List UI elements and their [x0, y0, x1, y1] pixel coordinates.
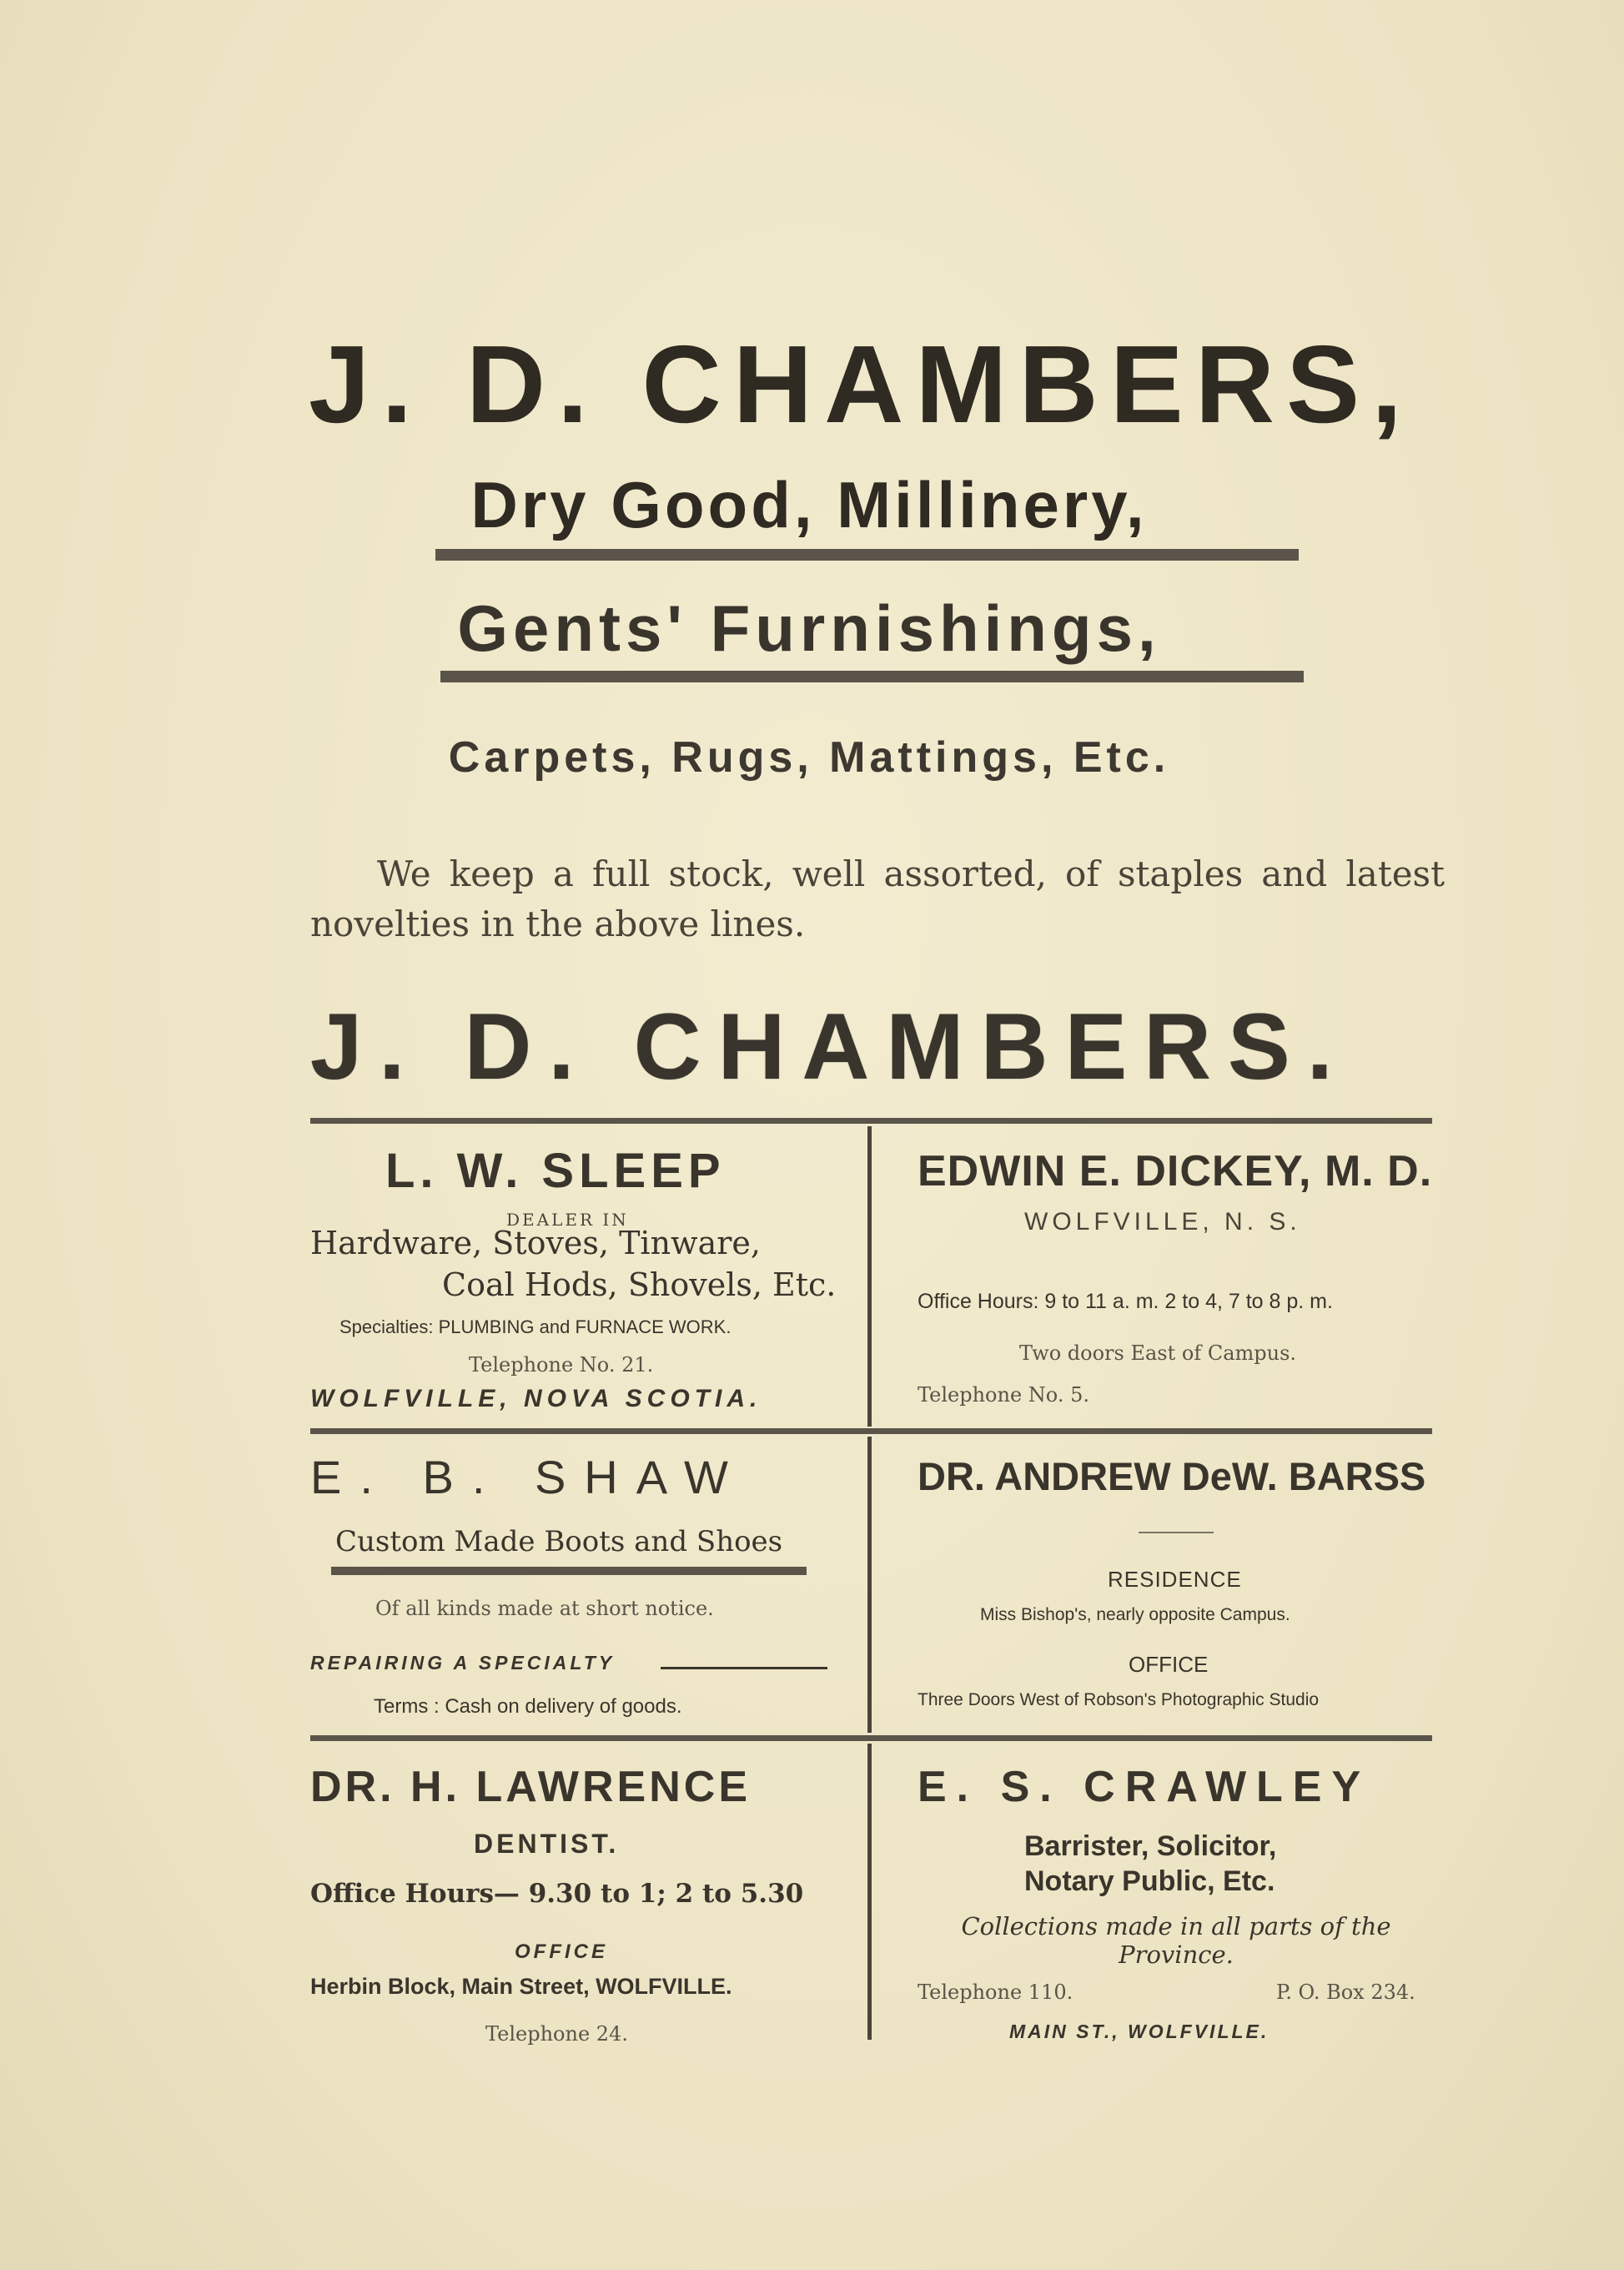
dickey-name: EDWIN E. DICKEY, M. D. [918, 1147, 1433, 1195]
sleep-telephone: Telephone No. 21. [469, 1353, 654, 1377]
crawley-pobox: P. O. Box 234. [1276, 1981, 1415, 2004]
crawley-line2: Notary Public, Etc. [1024, 1865, 1275, 1897]
shaw-line1: Custom Made Boots and Shoes [335, 1525, 783, 1558]
rule-1 [435, 549, 1299, 561]
ad-barss [918, 1443, 1435, 1727]
grid-divider-2 [867, 1437, 872, 1733]
lawrence-profession: DENTIST. [474, 1829, 620, 1859]
ad-shaw [310, 1443, 836, 1727]
lawrence-name: DR. H. LAWRENCE [310, 1763, 751, 1811]
shaw-name: E. B. SHAW [310, 1451, 747, 1503]
line-carpets: Carpets, Rugs, Mattings, Etc. [448, 733, 1170, 782]
barss-office-label: OFFICE [1129, 1652, 1209, 1677]
crawley-line1: Barrister, Solicitor, [1024, 1830, 1277, 1862]
shaw-rule [331, 1567, 807, 1575]
shaw-repairing: REPAIRING A SPECIALTY [310, 1652, 616, 1674]
crawley-name: E. S. CRAWLEY [918, 1763, 1371, 1811]
signature-title: J. D. CHAMBERS. [310, 994, 1350, 1099]
dickey-hours: Office Hours: 9 to 11 a. m. 2 to 4, 7 to 8 p. m. [918, 1290, 1333, 1313]
crawley-telephone: Telephone 110. [918, 1981, 1073, 2004]
ad-crawley [918, 1752, 1435, 2052]
shaw-terms: Terms : Cash on delivery of goods. [374, 1695, 682, 1718]
ad-sleep [310, 1135, 836, 1418]
barss-residence: Miss Bishop's, nearly opposite Campus. [980, 1605, 1290, 1624]
grid-divider-1 [867, 1126, 872, 1427]
main-title: J. D. CHAMBERS, [309, 323, 1414, 445]
rule-2 [440, 671, 1304, 682]
grid-divider-3 [867, 1744, 872, 2040]
barss-name: DR. ANDREW DeW. BARSS [918, 1454, 1426, 1498]
crawley-collections: Collections made in all parts of the Province. [961, 1912, 1391, 1969]
barss-office: Three Doors West of Robson's Photographic Studio [918, 1690, 1320, 1709]
barss-residence-label: RESIDENCE [1108, 1567, 1242, 1592]
line-dry-goods: Dry Good, Millinery, [470, 468, 1148, 541]
dickey-address: Two doors East of Campus. [1019, 1341, 1297, 1365]
ad-dickey [918, 1135, 1435, 1418]
grid-rule-middle-2 [310, 1735, 1432, 1741]
sleep-specialties: Specialties: PLUMBING and FURNACE WORK. [339, 1316, 732, 1337]
lawrence-office-label: OFFICE [515, 1940, 608, 1963]
shaw-line2: Of all kinds made at short notice. [375, 1597, 714, 1620]
crawley-street: MAIN ST., WOLFVILLE. [1009, 2021, 1270, 2042]
sleep-line2: Coal Hods, Shovels, Etc. [442, 1266, 837, 1303]
grid-rule-middle-1 [310, 1428, 1432, 1434]
lawrence-hours: Office Hours— 9.30 to 1; 2 to 5.30 [310, 1879, 804, 1909]
sleep-name: L. W. SLEEP [385, 1144, 726, 1198]
line-gents: Gents' Furnishings, [457, 591, 1161, 665]
sleep-line1: Hardware, Stoves, Tinware, [310, 1225, 761, 1261]
lawrence-office: Herbin Block, Main Street, WOLFVILLE. [310, 1974, 732, 1999]
ad-lawrence [310, 1752, 836, 2052]
dickey-telephone: Telephone No. 5. [918, 1383, 1089, 1407]
dickey-location: WOLFVILLE, N. S. [1024, 1208, 1301, 1236]
shaw-repairing-line [661, 1667, 827, 1669]
sleep-dealer: DEALER IN [506, 1210, 629, 1230]
lawrence-telephone: Telephone 24. [485, 2022, 628, 2046]
barss-rule [1139, 1532, 1214, 1533]
grid-rule-top [310, 1118, 1432, 1124]
intro-paragraph: We keep a full stock, well assorted, of staples and latest novelties in the above lines. [310, 853, 1445, 944]
sleep-location: WOLFVILLE, NOVA SCOTIA. [310, 1385, 762, 1412]
